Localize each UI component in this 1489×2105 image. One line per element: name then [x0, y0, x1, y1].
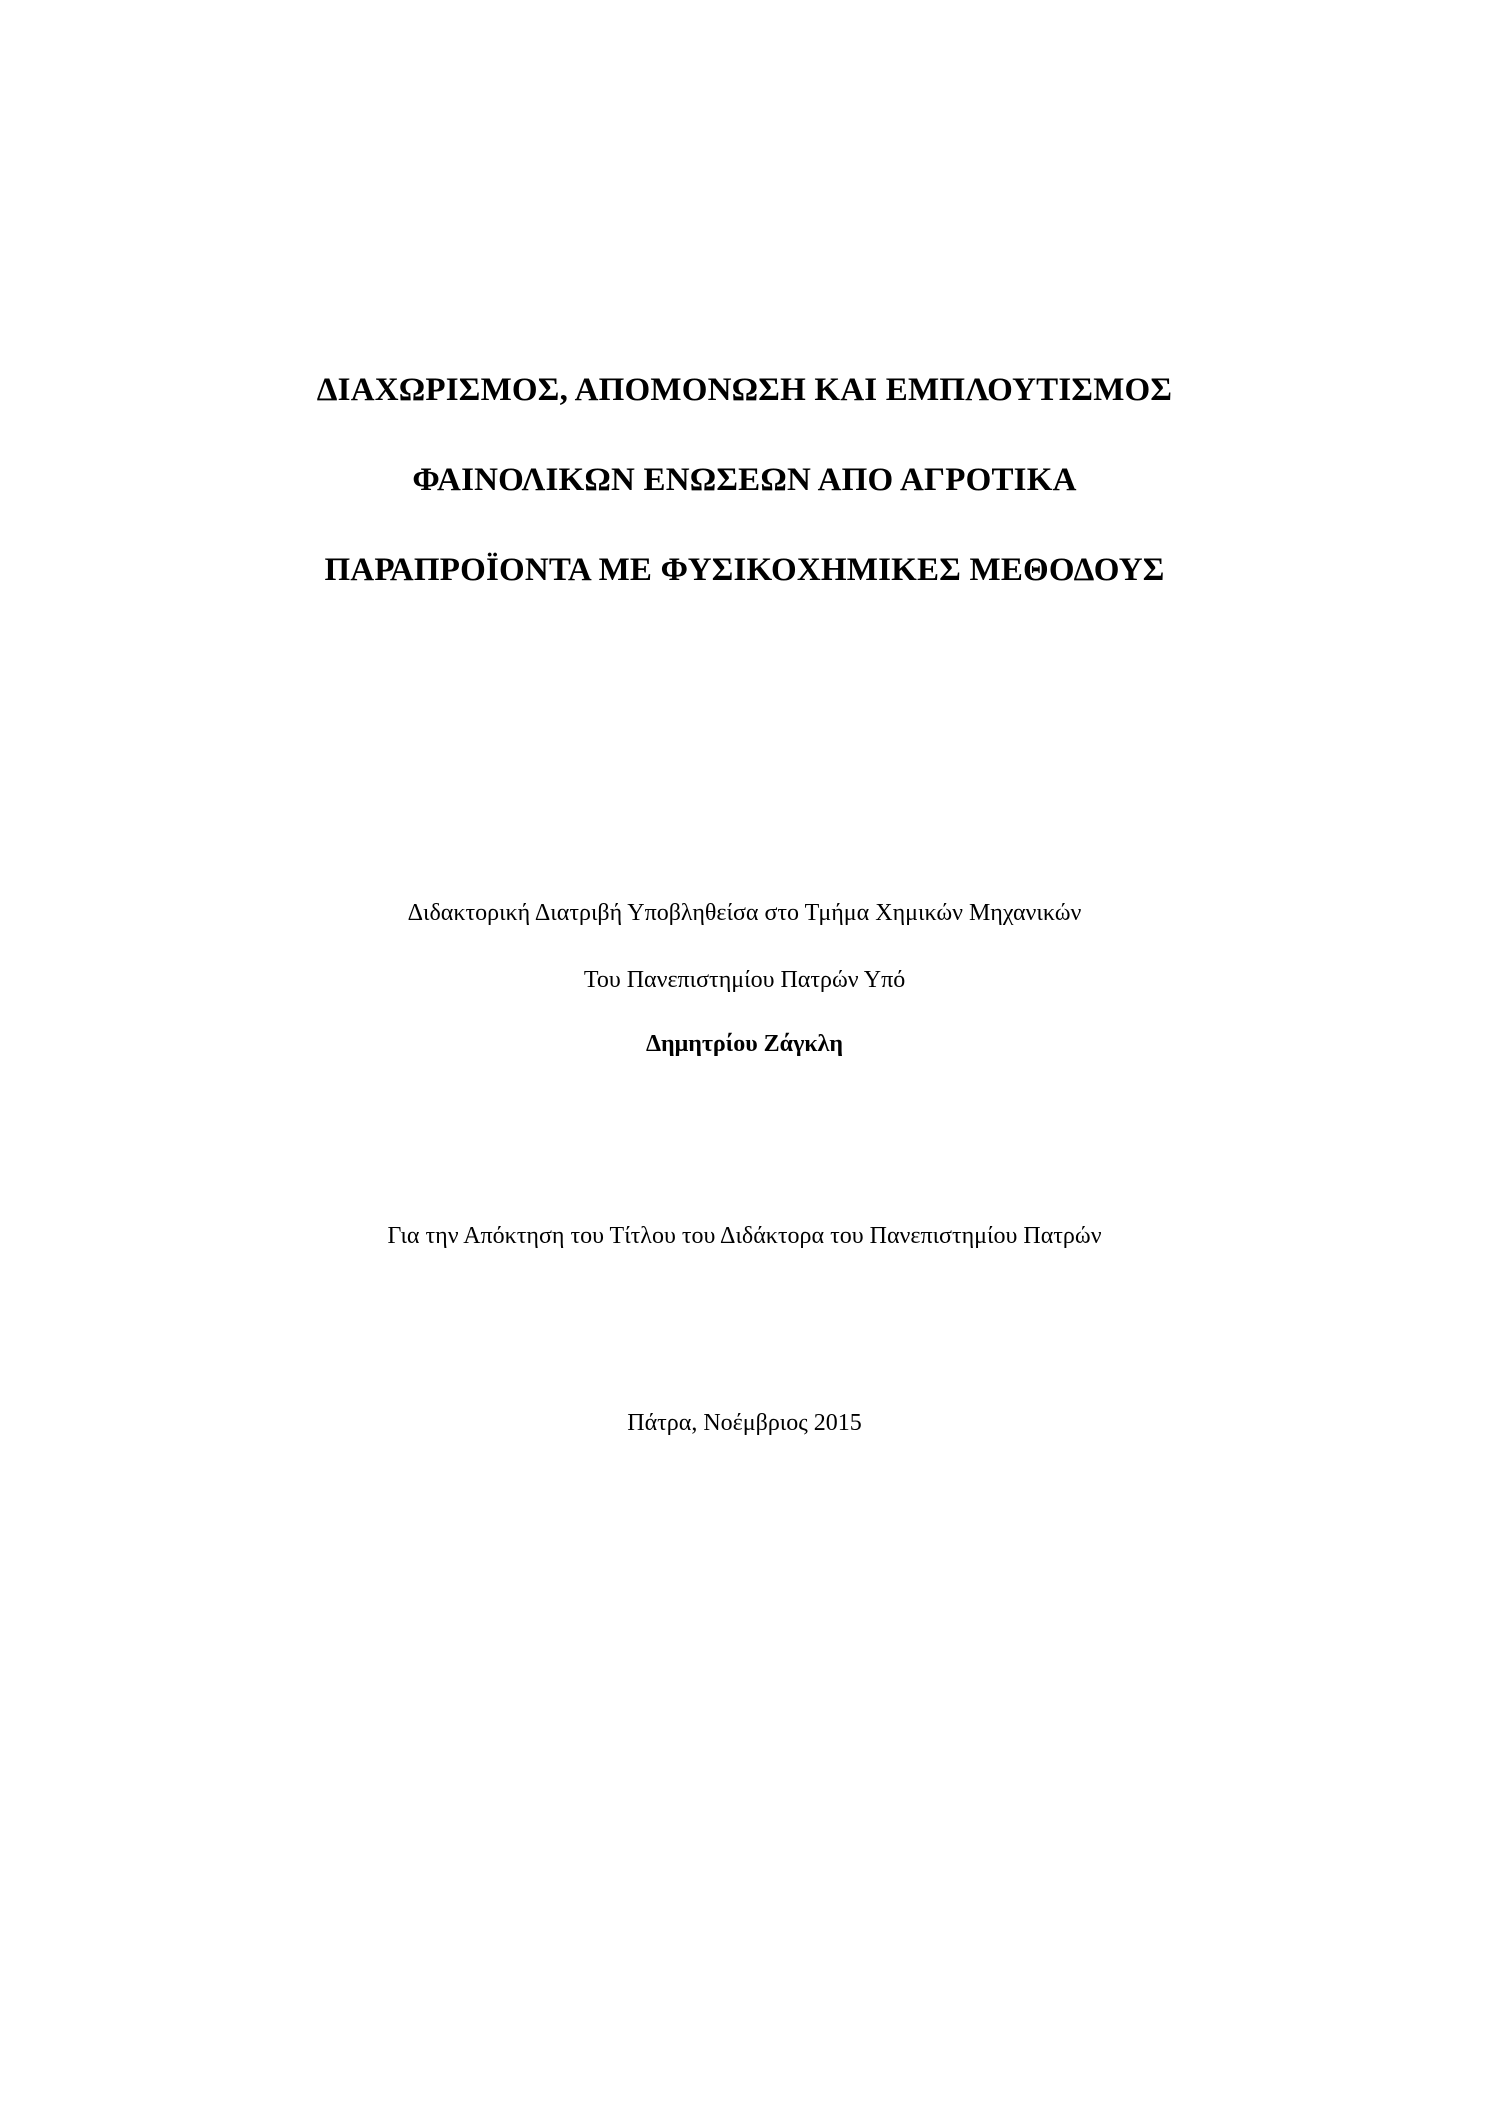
degree-statement: Για την Απόκτηση του Τίτλου του Διδάκτορα του Πανεπιστημίου Πατρών [387, 1223, 1102, 1249]
place-date: Πάτρα, Νοέμβριος 2015 [627, 1410, 862, 1436]
submission-line-1: Διδακτορική Διατριβή Υποβληθείσα στο Τμήμα Χημικών Μηχανικών [407, 900, 1082, 926]
author-name: Δημητρίου Ζάγκλη [645, 1031, 844, 1057]
title-line-1: ΔΙΑΧΩΡΙΣΜΟΣ, ΑΠΟΜΟΝΩΣΗ ΚΑΙ ΕΜΠΛΟΥΤΙΣΜΟΣ [316, 372, 1173, 408]
title-line-3: ΠΑΡΑΠΡΟΪΟΝΤΑ ΜΕ ΦΥΣΙΚΟΧΗΜΙΚΕΣ ΜΕΘΟΔΟΥΣ [324, 552, 1165, 588]
title-line-2: ΦΑΙΝΟΛΙΚΩΝ ΕΝΩΣΕΩΝ ΑΠΟ ΑΓΡΟΤΙΚΑ [412, 462, 1077, 498]
submission-line-2: Του Πανεπιστημίου Πατρών Υπό [583, 967, 906, 993]
